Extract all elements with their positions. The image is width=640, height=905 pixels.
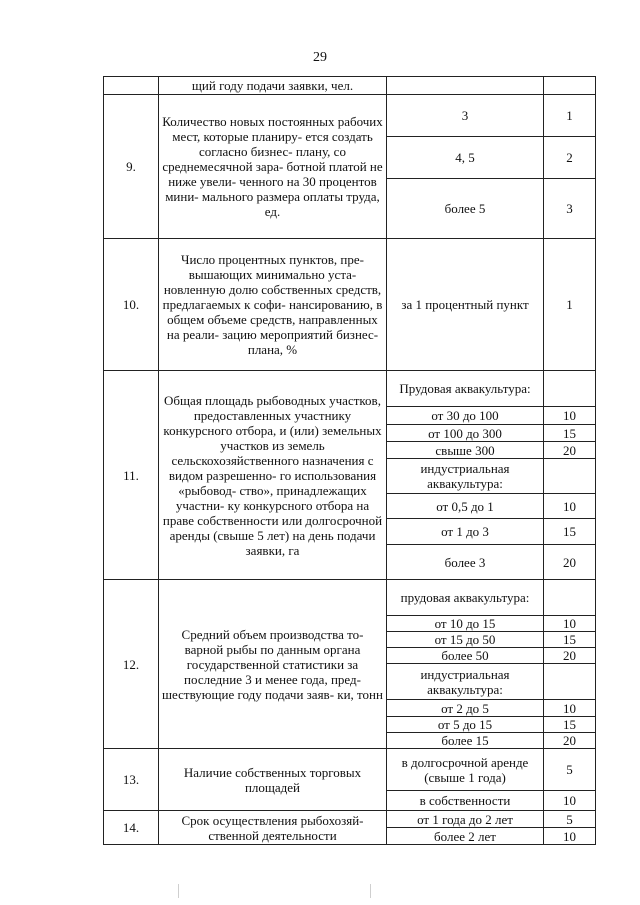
option-score: 10 <box>544 407 596 425</box>
criterion-number: 12. <box>104 580 159 749</box>
option-score: 15 <box>544 425 596 442</box>
option-score <box>544 459 596 494</box>
option-score: 10 <box>544 700 596 717</box>
table-row <box>104 580 596 616</box>
criterion-description: Общая площадь рыбоводных участков, предоставленных участнику конкурсного отбора, и (или) земельных участков из земель сельскохозяйственного назначения с видом разрешенно- го использования «рыбовод- ство», принадлежащих участни- ку конкурсного отбора на праве собственности или долгосрочной аренды (свыше 5 лет) на день подачи заявки, га <box>159 371 387 580</box>
option-label: от 0,5 до 1 <box>387 494 544 519</box>
option-score: 10 <box>544 494 596 519</box>
option-score: 10 <box>544 828 596 845</box>
option-score: 20 <box>544 442 596 459</box>
criterion-number: 13. <box>104 749 159 811</box>
criterion-description: щий году подачи заявки, чел. <box>159 77 387 95</box>
option-label: от 5 до 15 <box>387 717 544 733</box>
option-label: от 1 до 3 <box>387 519 544 545</box>
criterion-description: Средний объем производства то- варной рыбы по данным органа государственной статистики за последние 3 и менее года, пред- шествующие году подачи заяв- ки, тонн <box>159 580 387 749</box>
option-score: 1 <box>544 239 596 371</box>
option-label: индустриальная аквакультура: <box>387 664 544 700</box>
option-score: 10 <box>544 791 596 811</box>
option-label: от 2 до 5 <box>387 700 544 717</box>
option-label: свыше 300 <box>387 442 544 459</box>
option-label: более 50 <box>387 648 544 664</box>
criterion-description: Срок осуществления рыбохозяй- ственной деятельности <box>159 811 387 845</box>
option-label: 3 <box>387 95 544 137</box>
option-score <box>544 77 596 95</box>
option-label: от 15 до 50 <box>387 632 544 648</box>
criterion-number: 14. <box>104 811 159 845</box>
table-row <box>104 77 596 95</box>
option-score <box>544 664 596 700</box>
option-score: 10 <box>544 616 596 632</box>
option-score: 15 <box>544 717 596 733</box>
option-score: 15 <box>544 519 596 545</box>
option-score: 5 <box>544 749 596 791</box>
table-row <box>104 811 596 828</box>
scan-mark <box>370 884 371 898</box>
option-score: 15 <box>544 632 596 648</box>
option-label: более 15 <box>387 733 544 749</box>
option-label: от 1 года до 2 лет <box>387 811 544 828</box>
option-label <box>387 77 544 95</box>
option-score: 1 <box>544 95 596 137</box>
criterion-description: Число процентных пунктов, пре- вышающих минимально уста- новленную долю собственных средств, предлагаемых к софи- нансированию, в общем объеме средств, направленных на реали- зацию мероприятий бизнес- плана, % <box>159 239 387 371</box>
option-label: прудовая аквакультура: <box>387 580 544 616</box>
criterion-description: Количество новых постоянных рабочих мест, которые планиру- ется создать согласно бизнес- плану, со среднемесячной зара- ботной платой не ниже увели- ченного на 30 процентов мини- мального размера оплаты труда, ед. <box>159 95 387 239</box>
option-score: 20 <box>544 545 596 580</box>
criterion-number: 11. <box>104 371 159 580</box>
option-label: за 1 процентный пункт <box>387 239 544 371</box>
scan-mark <box>178 884 179 898</box>
criteria-table <box>103 76 596 845</box>
option-label: от 10 до 15 <box>387 616 544 632</box>
criterion-number <box>104 77 159 95</box>
option-score: 3 <box>544 179 596 239</box>
table-row <box>104 749 596 791</box>
criterion-number: 10. <box>104 239 159 371</box>
option-label: 4, 5 <box>387 137 544 179</box>
option-label: более 3 <box>387 545 544 580</box>
option-label: Прудовая аквакультура: <box>387 371 544 407</box>
option-label: в собственности <box>387 791 544 811</box>
option-score: 5 <box>544 811 596 828</box>
criterion-description: Наличие собственных торговых площадей <box>159 749 387 811</box>
option-label: более 5 <box>387 179 544 239</box>
table-row <box>104 239 596 371</box>
option-label: более 2 лет <box>387 828 544 845</box>
option-label: от 100 до 300 <box>387 425 544 442</box>
option-score <box>544 580 596 616</box>
option-score: 20 <box>544 733 596 749</box>
criterion-number: 9. <box>104 95 159 239</box>
option-label: в долгосрочной аренде (свыше 1 года) <box>387 749 544 791</box>
page-number: 29 <box>313 50 327 65</box>
option-score <box>544 371 596 407</box>
option-label: от 30 до 100 <box>387 407 544 425</box>
option-score: 20 <box>544 648 596 664</box>
table-row <box>104 95 596 137</box>
option-label: индустриальная аквакультура: <box>387 459 544 494</box>
table-row <box>104 371 596 407</box>
option-score: 2 <box>544 137 596 179</box>
